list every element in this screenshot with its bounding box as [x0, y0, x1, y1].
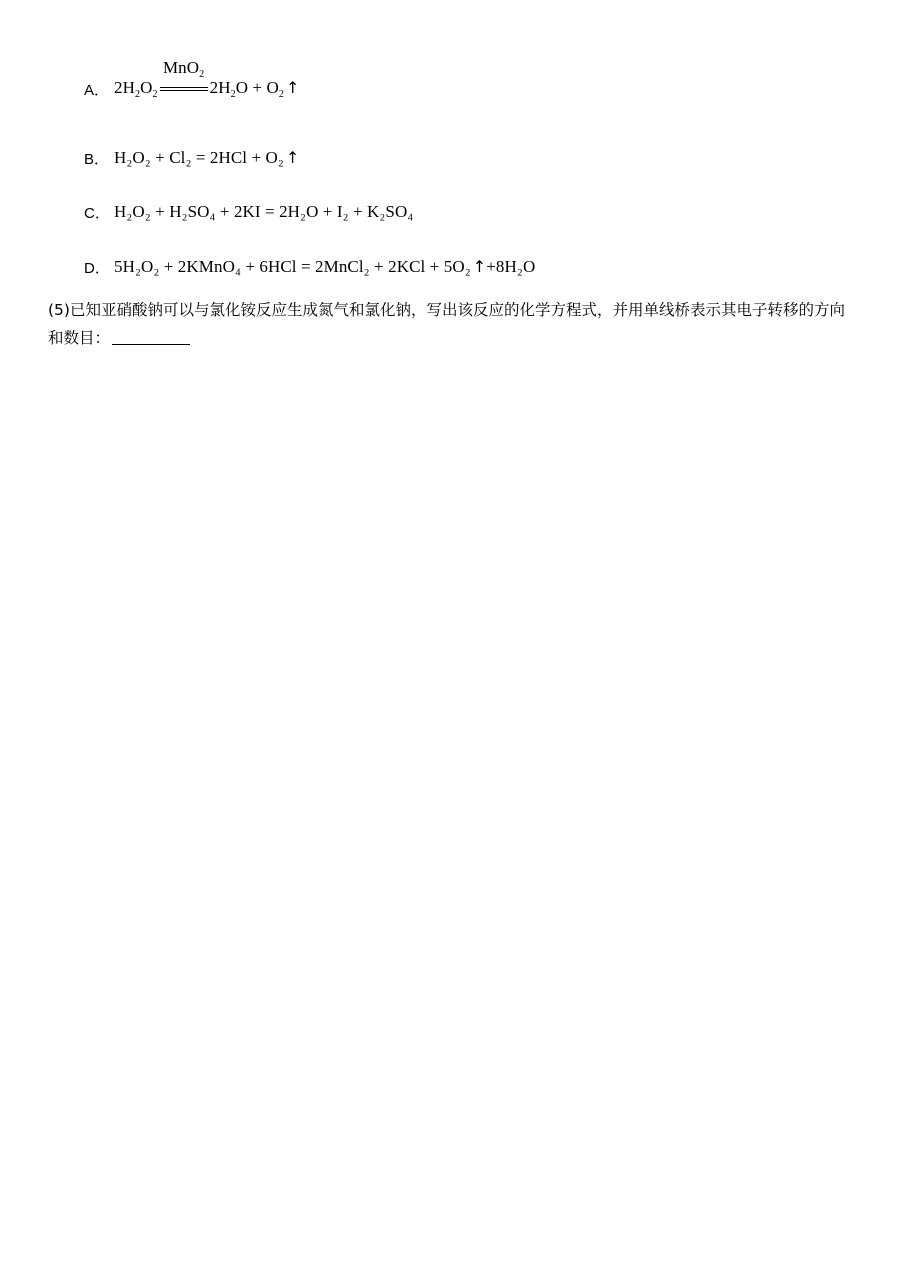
- option-c-label: C．: [84, 204, 110, 222]
- option-b-equation: H₂O₂ + Cl₂ = 2HCl + O₂ ↑: [114, 148, 300, 167]
- question-5-text: (5)已知亚硝酸钠可以与氯化铵反应生成氮气和氯化钠，写出该反应的化学方程式，并用单线桥表示其电子转移的方向和数目：: [48, 301, 845, 347]
- question-5: [48, 296, 860, 352]
- reaction-condition: MnO$_2$: [160, 80, 208, 100]
- option-d-equation: 5H₂O₂ + 2KMnO₄ + 6HCl = 2MnCl₂ + 2KCl + 5O₂ ↑+8H₂O: [114, 257, 536, 276]
- option-c: [84, 195, 413, 229]
- option-b: [84, 141, 299, 175]
- gas-arrow-icon: ↑: [472, 257, 487, 276]
- gas-arrow-icon: ↑: [285, 78, 300, 98]
- option-a: [84, 57, 300, 106]
- answer-blank[interactable]: [112, 326, 190, 345]
- option-a-label: A．: [84, 81, 110, 99]
- option-a-equation: $2H_2O_2$ MnO$_2$ $2H_2O + O_2$ ↑: [114, 57, 300, 101]
- option-d: [84, 250, 535, 284]
- option-d-label: D．: [84, 259, 110, 277]
- gas-arrow-icon: ↑: [285, 148, 300, 167]
- option-c-equation: H₂O₂ + H₂SO₄ + 2KI = 2H₂O + I₂ + K₂SO₄: [114, 202, 414, 221]
- option-b-label: B．: [84, 150, 110, 168]
